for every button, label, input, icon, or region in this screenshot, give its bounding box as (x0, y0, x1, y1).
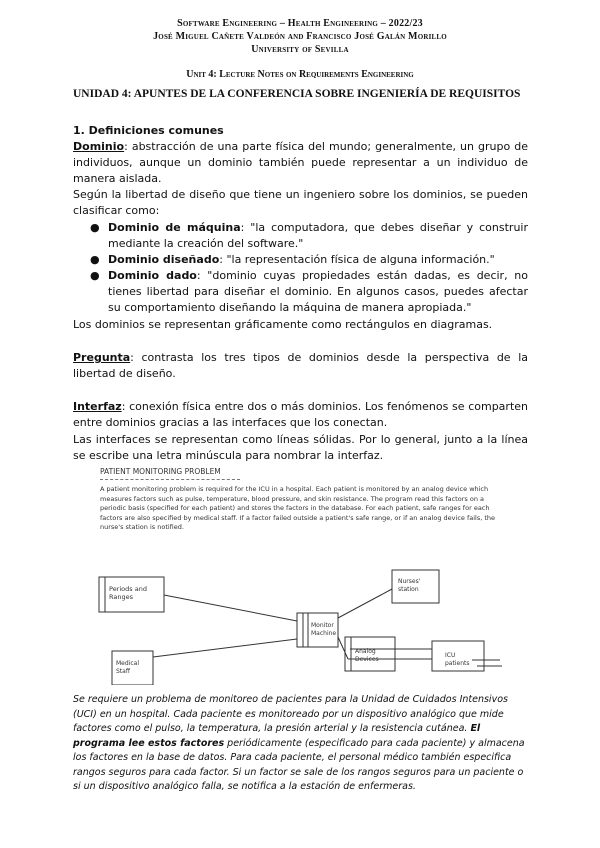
unit-title: Unit 4: Lecture Notes on Requirements Engineering (186, 69, 414, 80)
interface-line (338, 637, 348, 659)
patient-monitoring-figure (92, 463, 510, 685)
list-item (90, 220, 528, 252)
header-course: Software Engineering – Health Engineering – 2022/23 (177, 18, 423, 29)
medical-label: Medical Staff (116, 660, 139, 675)
list-item-text: : "dominio cuyas propiedades están dadas, es decir, no tienes libertad para diseñar el dominio. En algunos casos, puedes afectar su comportamiento diseñando la máquina de manera apropiada." (108, 269, 528, 314)
icu-label: ICU patients (445, 652, 470, 667)
section-heading: 1. Definiciones comunes (73, 124, 224, 137)
header-authors: José Miguel Cañete Valdeón and Francisco José Galán Morillo (153, 31, 447, 42)
list-item-term: Dominio diseñado (108, 253, 220, 266)
interfaz-representation: Las interfaces se representan como líneas sólidas. Por lo general, junto a la línea se escribe una letra minúscula para nombrar la interfaz. (73, 433, 528, 462)
figure-caption (73, 693, 533, 795)
classification-intro: Según la libertad de diseño que tiene un ingeniero sobre los dominios, se pueden clasificar como: (73, 188, 528, 217)
list-item-term: Dominio de máquina (108, 221, 241, 234)
document-title: UNIDAD 4: APUNTES DE LA CONFERENCIA SOBRE INGENIERÍA DE REQUISITOS (73, 88, 521, 100)
pregunta-text: : contrasta los tres tipos de dominios desde la perspectiva de la libertad de diseño. (73, 351, 528, 380)
figure-title: PATIENT MONITORING PROBLEM (100, 467, 221, 476)
list-item-term: Dominio dado (108, 269, 197, 282)
list-item (90, 252, 528, 268)
list-item-text: : "la computadora, que debes diseñar y construir mediante la creación del software." (108, 221, 528, 250)
list-item (90, 268, 528, 316)
rectangle-note: Los dominios se representan gráficamente como rectángulos en diagramas. (73, 318, 493, 331)
domain-types-list (90, 220, 528, 316)
bullet-icon: ● (90, 221, 100, 234)
interfaz-definition (73, 399, 528, 431)
monitor-label: Monitor Machine (311, 622, 337, 637)
caption-bold-text: El programa lee estos factores (73, 723, 481, 749)
interface-line (153, 639, 297, 657)
pregunta-term: Pregunta (73, 351, 131, 364)
caption-text: periódicamente (especificado para cada paciente) y almacena los factores en la base de datos. Para cada paciente, el personal médico también especifica rangos seguros para cada factor. Si un factor se sale de los rangos seguros para un paciente o si un dispositivo analógico falla, se notifica a la estación de enfermeras. (73, 737, 525, 792)
figure-description: A patient monitoring problem is required for the ICU in a hospital. Each patient is monitored by an analog device which measures factors such as pulse, temperature, blood pressure, and skin resistance. The program read this factors on a periodic basis (specified for each patient) and stores the factors in the database. For each patient, safe ranges for each factors are also specified by medical staff. If a factor failed outside a patient's safe range, or if an analog device fails, the nurse's station is notified. (100, 485, 496, 531)
interface-line (164, 595, 297, 621)
interfaz-term: Interfaz (73, 400, 122, 413)
interface-line (338, 589, 392, 618)
caption-text: Se requiere un problema de monitoreo de pacientes para la Unidad de Cuidados Intensivos (UCI) en un hospital. Cada paciente es monitoreado por un dispositivo analógico que mide factores como el pulso, la temperatura, la presión arterial y la resistencia cutánea. (73, 694, 508, 734)
bullet-icon: ● (90, 269, 100, 282)
periods-label: Periods and Ranges (109, 585, 147, 601)
interfaz-text: : conexión física entre dos o más dominios. Los fenómenos se comparten entre dominios gracias a las interfaces que los conectan. (73, 400, 528, 429)
context-diagram (92, 463, 510, 685)
bullet-icon: ● (90, 253, 100, 266)
nurses-label: Nurses' station (398, 578, 421, 593)
pregunta-paragraph (73, 350, 528, 382)
list-item-text: : "la representación física de alguna información." (219, 253, 495, 266)
dominio-term: Dominio (73, 140, 125, 153)
dominio-text: : abstracción de una parte física del mundo; generalmente, un grupo de individuos, aunque un dominio también puede representar a un individuo de manera aislada. (73, 140, 528, 185)
analog-label: Analog Devices (355, 648, 379, 663)
dominio-definition (73, 139, 528, 187)
header-university: University of Sevilla (251, 44, 349, 55)
